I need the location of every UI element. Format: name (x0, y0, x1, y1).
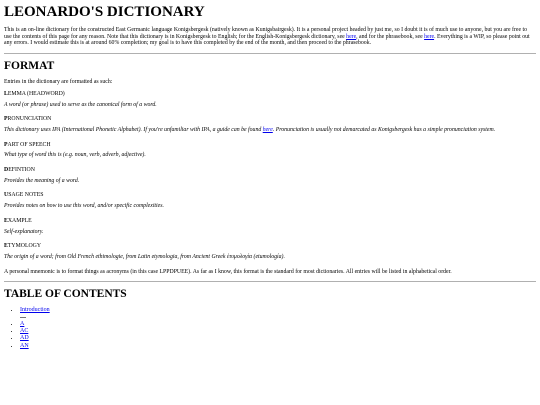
term-etymology: ETYMOLOGY (4, 243, 42, 250)
term-usage-notes: USAGE NOTES (4, 192, 44, 199)
toc-heading: TABLE OF CONTENTS (4, 288, 127, 301)
term-lemma: LEMMA (HEADWORD) (4, 90, 65, 97)
toc-item (20, 328, 536, 335)
toc-item (20, 307, 536, 317)
desc-example: Self-explanatory. (4, 228, 44, 235)
format-heading: FORMAT (4, 60, 55, 73)
desc-pronunciation: This dictionary uses IPA (International Phonetic Alphabet). If you're unfamiliar with IPA, a guide can be found here. Pronunciation is usually not demarcated as Konigsbergesk has a simple pronunciation system. (4, 126, 496, 133)
divider (4, 281, 536, 282)
toc-link-a[interactable]: A (20, 320, 25, 327)
toc-link-ad[interactable]: AD (20, 335, 29, 342)
term-pronunciation: PRONUNCIATION (4, 116, 52, 123)
page-title: LEONARDO'S DICTIONARY (4, 4, 205, 20)
toc-link-introduction[interactable]: Introduction (20, 307, 50, 314)
toc-list (4, 307, 536, 349)
mnemonic-note: A personal mnemonic is to format things as acronyms (in this case LPPDPUEE). As far as I know, this format is the standard for most dictionaries. All entries will be listed in alphabetical order. (4, 268, 452, 275)
toc-link-an[interactable]: AN (20, 342, 29, 349)
desc-definition: Provides the meaning of a word. (4, 177, 80, 184)
desc-lemma: A word (or phrase) used to serve as the canonical form of a word. (4, 101, 157, 108)
toc-separator (20, 317, 26, 318)
toc-item (20, 343, 536, 350)
intro-text-2: , and for the phrasebook, see (356, 33, 425, 40)
phrasebook-link[interactable]: here (424, 33, 435, 40)
intro-text-1: This is an on-line dictionary for the constructed East Germanic language Konigsbergesk (natively known as Kunigsbairgesk). It is a personal project headed by just me, so I doubt it is of much use to anyone, but you are free to use the contents of this page for any reason. Note that this dictionary is in Konigsbergesk to English; for the English-Konigsbergesk dictionary, see (4, 27, 527, 40)
desc-etymology: The origin of a word; from Old French ethimologie, from Latin etymologia, from Ancient Greek ἐτυμολογία (etumología). (4, 253, 285, 260)
desc-usage-notes: Provides notes on how to use this word, and/or specific complexities. (4, 203, 164, 210)
desc-part-of-speech: What type of word this is (e.g. noun, verb, adverb, adjective). (4, 152, 146, 159)
ipa-guide-link[interactable]: here (262, 126, 273, 133)
divider (4, 53, 536, 54)
term-definition: DEFINTION (4, 167, 35, 174)
term-example: EXAMPLE (4, 217, 32, 224)
toc-item (20, 321, 536, 328)
format-lead: Entries in the dictionary are formatted as such: (4, 79, 113, 86)
english-dictionary-link[interactable]: here (346, 33, 357, 40)
toc-link-ac[interactable]: AC (20, 327, 29, 334)
toc-item (20, 335, 536, 342)
intro-text-3: . Everything is a WIP, so please point out any errors. I would estimate this is at around 60% completion; my goal is to have this completed by the end of the month, and then proceed to the phrasebook. (4, 33, 530, 47)
intro-paragraph (4, 27, 536, 47)
term-part-of-speech: PART OF SPEECH (4, 141, 51, 148)
